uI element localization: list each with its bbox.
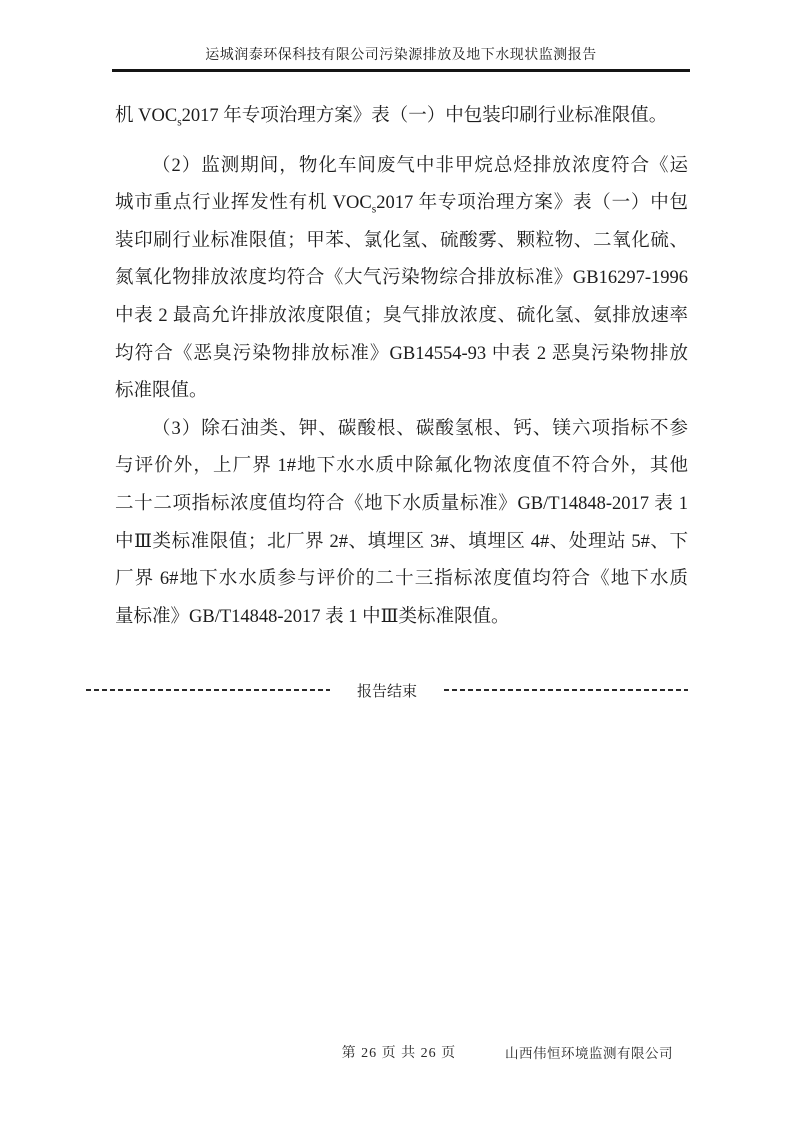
paragraph-line: 与评价外，上厂界 1#地下水水质中除氟化物浓度值不符合外，其他 [115, 456, 688, 477]
paragraph-line: 中Ⅲ类标准限值；北厂界 2#、填埋区 3#、填埋区 4#、处理站 5#、下 [115, 531, 688, 552]
paragraph [115, 411, 688, 637]
paragraph-line: 量标准》GB/T14848-2017 表 1 中Ⅲ类标准限值。 [115, 606, 510, 627]
page-number: 第 26 页 共 26 页 [341, 1046, 457, 1061]
dashed-line-right [444, 689, 688, 691]
paragraph [115, 148, 688, 411]
report-end-separator [86, 678, 688, 702]
paragraph-line: （2）监测期间，物化车间废气中非甲烷总烃排放浓度符合《运 [152, 155, 688, 176]
paragraph-line: 标准限值。 [115, 381, 208, 402]
page-header [112, 44, 690, 72]
paragraph-line: 装印刷行业标准限值；甲苯、氯化氢、硫酸雾、颗粒物、二氧化硫、 [115, 230, 688, 251]
footer-company: 山西伟恒环境监测有限公司 [505, 1046, 673, 1061]
header-title: 运城润泰环保科技有限公司污染源排放及地下水现状监测报告 [112, 44, 690, 72]
paragraph [115, 98, 688, 136]
page-footer [0, 1042, 800, 1064]
report-end-label: 报告结束 [357, 683, 418, 700]
dashed-line-left [86, 689, 330, 691]
paragraph-line: 氮氧化物排放浓度均符合《大气污染物综合排放标准》GB16297-1996 [115, 268, 688, 289]
paragraph-line: 均符合《恶臭污染物排放标准》GB14554-93 中表 2 恶臭污染物排放 [115, 343, 688, 364]
report-body [115, 98, 688, 636]
paragraph-line: 城市重点行业挥发性有机 $VOC_s2017$ 年专项治理方案》表（一）中包 [115, 193, 688, 216]
paragraph-line: 二十二项指标浓度值均符合《地下水质量标准》GB/T14848-2017 表 1 [115, 493, 688, 514]
paragraph-line: 机 $VOC_s2017$ 年专项治理方案》表（一）中包装印刷行业标准限值。 [115, 106, 668, 129]
paragraph-line: 中表 2 最高允许排放浓度限值；臭气排放浓度、硫化氢、氨排放速率 [115, 305, 688, 326]
paragraph-line: 厂界 6#地下水水质参与评价的二十三指标浓度值均符合《地下水质 [115, 569, 688, 590]
paragraph-line: （3）除石油类、钾、碳酸根、碳酸氢根、钙、镁六项指标不参 [152, 418, 688, 439]
